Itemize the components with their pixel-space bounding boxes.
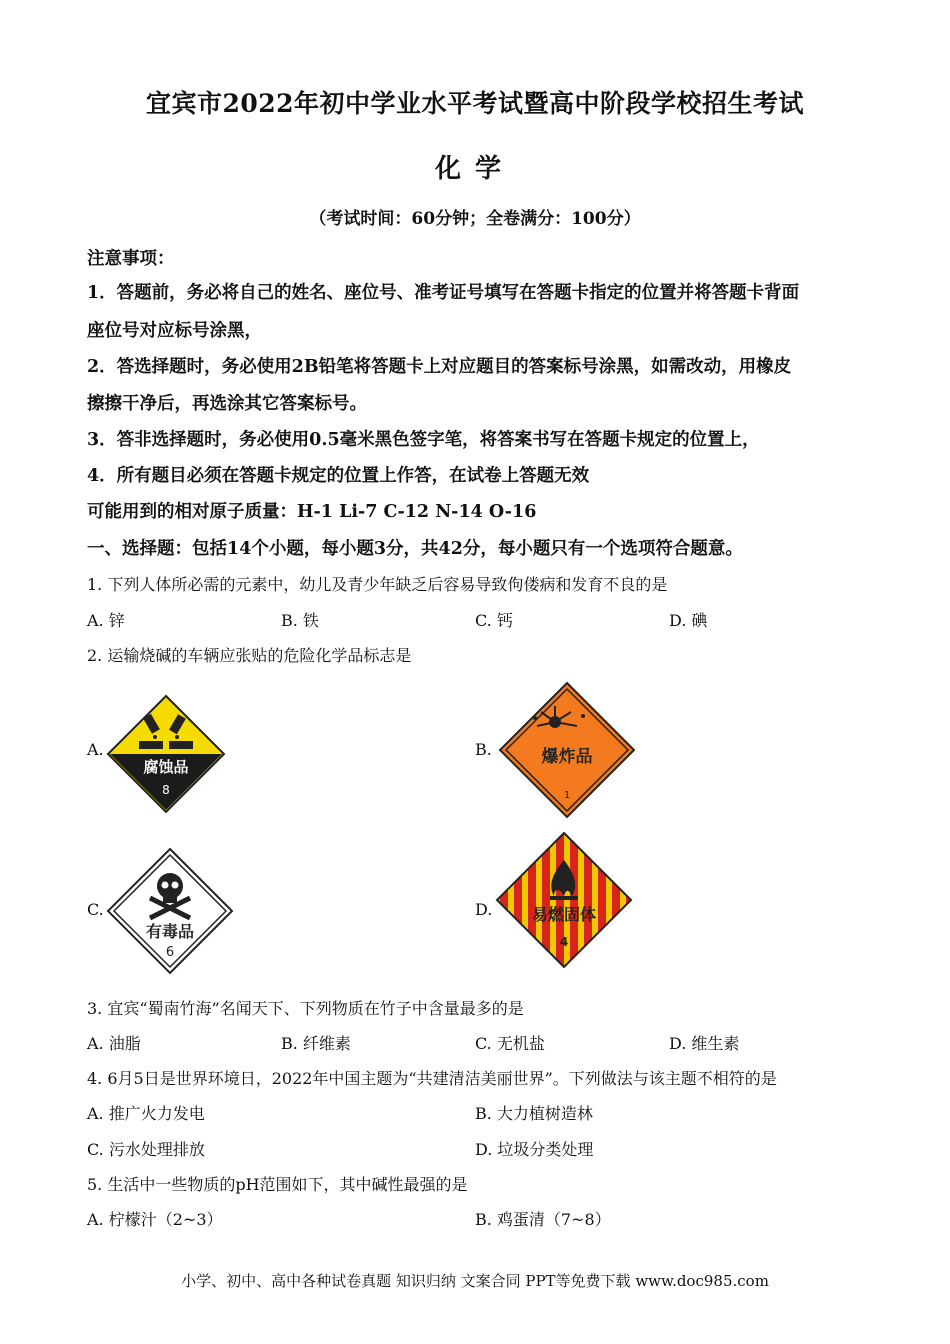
question-2-option-b: B. bbox=[475, 740, 492, 759]
notice-item-3: 3．答非选择题时，务必使用0.5毫米黑色签字笔，将答案书写在答题卡规定的位置上， bbox=[87, 430, 760, 450]
explosive-sign-number: 1 bbox=[563, 790, 571, 801]
question-5-option-b: B. 鸡蛋清（7~8） bbox=[475, 1210, 611, 1229]
question-4-option-d: D. 垃圾分类处理 bbox=[475, 1140, 594, 1159]
question-2-stem: 2. 运输烧碱的车辆应张贴的危险化学品标志是 bbox=[87, 646, 412, 665]
question-1-option-c: C. 钙 bbox=[475, 611, 513, 630]
question-5-option-a: A. 柠檬汁（2~3） bbox=[87, 1210, 223, 1229]
question-3-option-b: B. 纤维素 bbox=[281, 1034, 351, 1053]
section-1-heading: 一、选择题：包括14个小题，每小题3分，共42分，每小题只有一个选项符合题意。 bbox=[87, 539, 743, 559]
exam-time-info: （考试时间：60分钟；全卷满分：100分） bbox=[309, 209, 641, 229]
question-4-option-c: C. 污水处理排放 bbox=[87, 1140, 205, 1159]
explosive-sign-text: 爆炸品 bbox=[541, 747, 593, 767]
corrosive-sign-text: 腐蚀品 bbox=[143, 758, 189, 776]
question-3-stem: 3. 宜宾“蜀南竹海”名闻天下、下列物质在竹子中含量最多的是 bbox=[87, 999, 524, 1018]
notice-item-1-line-1: 1．答题前，务必将自己的姓名、座位号、准考证号填写在答题卡指定的位置并将答题卡背面 bbox=[87, 283, 800, 303]
notice-item-1-line-2: 座位号对应标号涂黑， bbox=[87, 321, 262, 341]
question-2-option-a: A. bbox=[87, 740, 104, 759]
notice-item-2-line-2: 擦擦干净后，再选涂其它答案标号。 bbox=[87, 394, 367, 414]
question-2-option-d: D. bbox=[475, 900, 493, 919]
page-footer: 小学、初中、高中各种试卷真题 知识归纳 文案合同 PPT等免费下载 www.doc985.com bbox=[181, 1272, 769, 1290]
flammable-sign-number: 4 bbox=[559, 935, 569, 949]
explosive-hazard-sign bbox=[497, 680, 637, 820]
question-2-option-c: C. bbox=[87, 900, 104, 919]
toxic-sign-number: 6 bbox=[165, 945, 175, 960]
flammable-solid-hazard-sign bbox=[494, 830, 634, 970]
subject-title: 化学 bbox=[434, 154, 515, 184]
question-3-option-a: A. 油脂 bbox=[87, 1034, 141, 1053]
question-1-option-a: A. 锌 bbox=[87, 611, 125, 630]
question-3-option-c: C. 无机盐 bbox=[475, 1034, 545, 1053]
toxic-sign-text: 有毒品 bbox=[145, 922, 195, 941]
notice-item-4: 4．所有题目必须在答题卡规定的位置上作答，在试卷上答题无效 bbox=[87, 466, 590, 486]
flammable-sign-text: 易燃固体 bbox=[531, 905, 597, 924]
corrosive-sign-number: 8 bbox=[162, 783, 170, 797]
question-4-option-a: A. 推广火力发电 bbox=[87, 1104, 205, 1123]
atomic-masses: 可能用到的相对原子质量：H-1 Li-7 C-12 N-14 O-16 bbox=[87, 502, 537, 522]
question-1-stem: 1. 下列人体所必需的元素中，幼儿及青少年缺乏后容易导致佝偻病和发育不良的是 bbox=[87, 575, 668, 594]
exam-title: 宜宾市2022年初中学业水平考试暨高中阶段学校招生考试 bbox=[145, 89, 805, 118]
toxic-hazard-sign bbox=[105, 846, 235, 976]
notice-heading: 注意事项： bbox=[87, 249, 175, 269]
question-5-stem: 5. 生活中一些物质的pH范围如下，其中碱性最强的是 bbox=[87, 1175, 468, 1194]
question-4-stem: 4. 6月5日是世界环境日，2022年中国主题为“共建清洁美丽世界”。下列做法与该主题不相符的是 bbox=[87, 1069, 777, 1088]
question-1-option-b: B. 铁 bbox=[281, 611, 319, 630]
corrosive-hazard-sign bbox=[105, 693, 227, 815]
question-3-option-d: D. 维生素 bbox=[669, 1034, 740, 1053]
notice-item-2-line-1: 2．答选择题时，务必使用2B铅笔将答题卡上对应题目的答案标号涂黑，如需改动，用橡皮 bbox=[87, 357, 792, 377]
question-1-option-d: D. 碘 bbox=[669, 611, 708, 630]
question-4-option-b: B. 大力植树造林 bbox=[475, 1104, 593, 1123]
